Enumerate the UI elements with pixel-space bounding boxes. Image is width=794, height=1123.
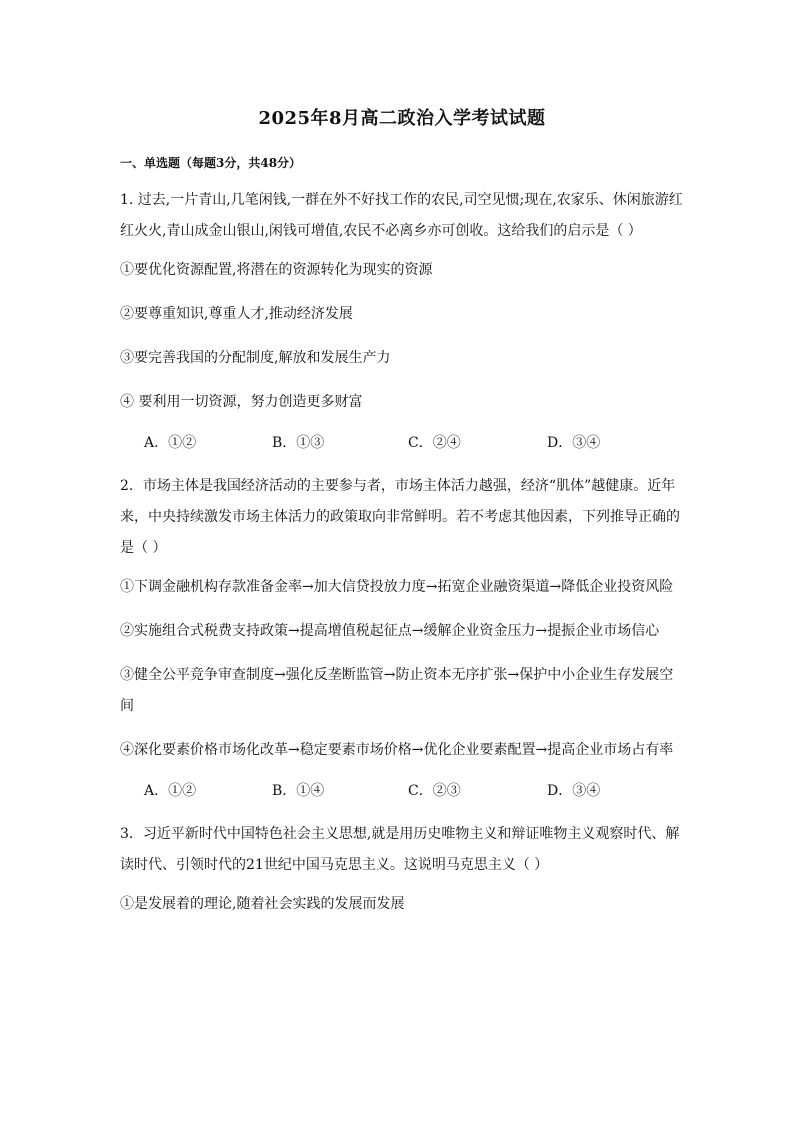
question-3-statement-1: ①是发展着的理论,随着社会实践的发展而发展 <box>120 896 405 912</box>
question-1-statement-3: ③要完善我国的分配制度,解放和发展生产力 <box>120 350 391 366</box>
question-3-stem: 3．习近平新时代中国特色社会主义思想,就是用历史唯物主义和辩证唯物主义观察时代、解读时代、引领时代的21世纪中国马克思主义。这说明马克思主义（ ） <box>120 826 680 873</box>
question-1 <box>120 185 684 455</box>
question-2 <box>120 471 684 803</box>
question-2-option-b: B．①④ <box>272 783 325 799</box>
question-1-option-a: A．①② <box>144 435 197 451</box>
question-2-statement-4: ④深化要素价格市场化改革→稳定要素市场价格→优化企业要素配置→提高企业市场占有率 <box>120 742 674 758</box>
question-1-statement-2: ②要尊重知识,尊重人才,推动经济发展 <box>120 306 353 322</box>
section-header: 一、单选题（每题3分，共48分） <box>120 156 302 170</box>
question-2-option-d: D．③④ <box>547 783 601 799</box>
question-2-statement-2: ②实施组合式税费支持政策→提高增值税起征点→缓解企业资金压力→提振企业市场信心 <box>120 623 660 639</box>
question-1-option-d: D．③④ <box>547 435 601 451</box>
question-1-option-c: C．②④ <box>408 435 461 451</box>
question-2-statement-3: ③健全公平竞争审查制度→强化反垄断监管→防止资本无序扩张→保护中小企业生存发展空间 <box>120 667 674 714</box>
question-1-option-b: B．①③ <box>272 435 325 451</box>
question-2-stem: 2．市场主体是我国经济活动的主要参与者，市场主体活力越强，经济“肌体”越健康。近年来，中央持续激发市场主体活力的政策取向非常鲜明。若不考虑其他因素，下列推导正确的是（ ） <box>120 478 680 556</box>
question-3 <box>120 819 684 920</box>
question-2-statement-1: ①下调金融机构存款准备金率→加大信贷投放力度→拓宽企业融资渠道→降低企业投资风险 <box>120 579 674 595</box>
question-1-options <box>144 431 684 455</box>
question-2-option-c: C．②③ <box>408 783 461 799</box>
question-1-statement-4: ④ 要利用一切资源，努力创造更多财富 <box>120 394 363 410</box>
exam-title: 2025年8月高二政治入学考试试题 <box>258 108 546 129</box>
question-2-option-a: A．①② <box>144 783 197 799</box>
question-1-stem: 1. 过去,一片青山,几笔闲钱,一群在外不好找工作的农民,司空见惯;现在,农家乐、休闲旅游红红火火,青山成金山银山,闲钱可增值,农民不必离乡亦可创收。这给我们的启示是（ ） <box>120 192 683 239</box>
question-2-options <box>144 779 684 803</box>
question-1-statement-1: ①要优化资源配置,将潜在的资源转化为现实的资源 <box>120 262 433 278</box>
